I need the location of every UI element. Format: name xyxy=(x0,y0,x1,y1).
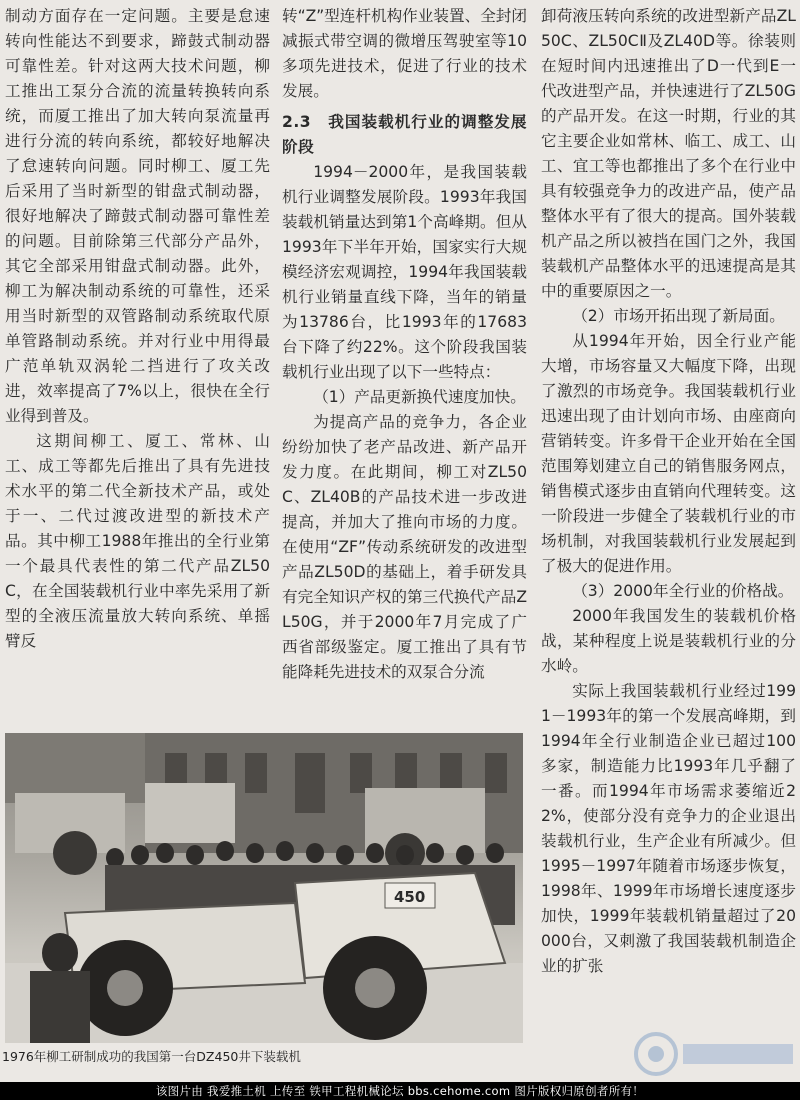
list-item: （2）市场开拓出现了新局面。 xyxy=(572,307,785,325)
list-item: （1）产品更新换代速度加快。 xyxy=(313,388,526,406)
paragraph: 制动方面存在一定问题。主要是怠速转向性能达不到要求，蹄鼓式制动器可靠性差。针对这两大技术问题，柳工推出工泵分合流的流量转换转向系统，而厦工推出了加大转向泵流量再进行分流的转向系统，都较好地解决了怠速转向问题。同时柳工、厦工先后采用了当时新型的钳盘式制动器，很好地解决了蹄鼓式制动器可靠性差的问题。目前除第三代部分产品外，其它全部采用钳盘式制动器。此外，柳工为解决制动系统的可靠性，还采用当时新型的双管路制动系统取代原单管路制动系统。并对行业中用得最广范单轨双涡轮二挡进行了攻关改进，效率提高了7%以上，很快在全行业得到普及。 xyxy=(5,7,270,425)
section-heading: 2.3 我国装载机行业的调整发展阶段 xyxy=(282,113,527,156)
paragraph: 卸荷液压转向系统的改进型新产品ZL50C、ZL50CⅡ及ZL40D等。徐装则在短时间内迅速推出了D一代到E一代改进型产品，并快速进行了ZL50G的产品开发。在这一时期，行业的其它主要企业如常林、临工、成工、山工、宜工等也都推出了多个在行业中具有较强竞争力的改进产品，使产品整体水平有了很大的提高。国外装载机产品之所以被挡在国门之外，我国装载机产品整体水平的迅速提高是其中的重要原因之一。 xyxy=(541,7,796,300)
text-column-2 xyxy=(282,4,527,685)
photo-caption: 1976年柳工研制成功的我国第一台DZ450井下装载机 xyxy=(2,1049,301,1064)
historical-photo xyxy=(5,733,523,1043)
paragraph: 实际上我国装载机行业经过1991－1993年的第一个发展高峰期，到1994年全行业制造企业已超过100多家，制造能力比1993年几乎翻了一番。而1994年市场需求萎缩近22%，使部分没有竞争力的企业退出装载机行业，生产企业有所减少。但1995－1997年随着市场逐步恢复，1998年、1999年市场增长速度逐步加快，1999年装载机销量超过了20000台，又刺激了我国装载机制造企业的扩张 xyxy=(541,682,796,975)
paragraph: 为提高产品的竞争力，各企业纷纷加快了老产品改进、新产品开发力度。在此期间，柳工对ZL50C、ZL40B的产品技术进一步改进提高，并加大了推向市场的力度。在使用“ZF”传动系统研发的改进型产品ZL50D的基础上，着手研发具有完全知识产权的第三代换代产品ZL50G，并于2000年7月完成了广西省部级鉴定。厦工推出了具有节能降耗先进技术的双泵合分流 xyxy=(282,413,527,681)
text-column-3 xyxy=(541,4,796,979)
paragraph: 这期间柳工、厦工、常林、山工、成工等都先后推出了具有先进技术水平的第二代全新技术产品，或处于一、二代过渡改进型的新技术产品。其中柳工1988年推出的全行业第一个最具代表性的第二代产品ZL50C，在全国装载机行业中率先采用了新型的全液压流量放大转向系统、单摇臂反 xyxy=(5,432,270,650)
footer-watermark: 该图片由 我爱推土机 上传至 铁甲工程机械论坛 bbs.cehome.com 图片版权归原创者所有！ xyxy=(0,1082,800,1100)
paragraph: 1994－2000年，是我国装载机行业调整发展阶段。1993年我国装载机销量达到第1个高峰期。但从1993年下半年开始，国家实行大规模经济宏观调控，1994年我国装载机行业销量直线下降，当年的销量为13786台，比1993年的17683台下降了约22%。这个阶段我国装载机行业出现了以下一些特点： xyxy=(282,163,527,381)
paragraph: 从1994年开始，因全行业产能大增，市场容量又大幅度下降，出现了激烈的市场竞争。我国装载机行业迅速出现了由计划向市场、由座商向营销转变。许多骨干企业开始在全国范围筹划建立自己的销售服务网点，销售模式逐步由直销向代理转变。这一阶段进一步健全了装载机行业的市场机制，对我国装载机行业发展起到了极大的促进作用。 xyxy=(541,332,796,575)
loader-photo-illustration xyxy=(5,733,523,1043)
list-item: （3）2000年全行业的价格战。 xyxy=(572,582,794,600)
paragraph: 2000年我国发生的装载机价格战，某种程度上说是装载机行业的分水岭。 xyxy=(541,607,796,675)
machine-number: 450 xyxy=(394,888,426,906)
text-column-1 xyxy=(5,4,270,654)
paragraph: 转“Z”型连杆机构作业装置、全封闭减振式带空调的微增压驾驶室等10多项先进技术，促进了行业的技术发展。 xyxy=(282,7,527,100)
watermark-logo-icon xyxy=(628,1026,798,1078)
